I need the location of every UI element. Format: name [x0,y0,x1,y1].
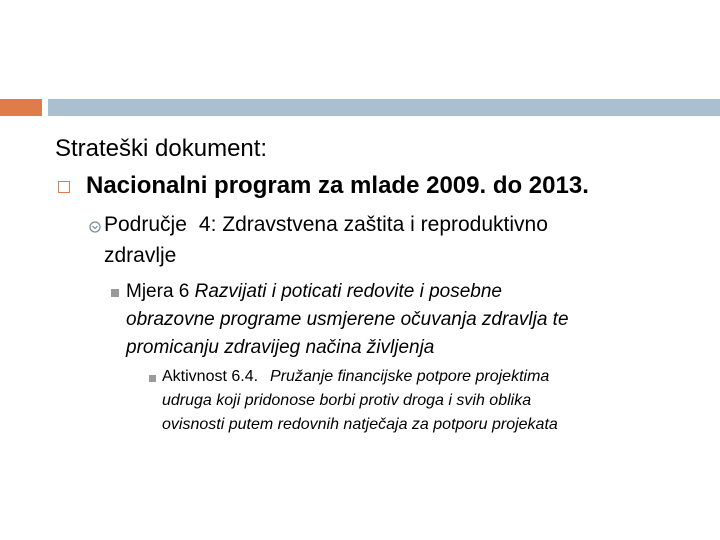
level3-line-1 [126,281,502,303]
level4-line-3: ovisnosti putem redovnih natječaja za potporu projekata [162,416,558,433]
level3-text-1: Razvijati i poticati redovite i posebne [194,281,502,302]
level2-label: Područje [104,213,187,236]
level2-line-2: zdravlje [104,244,177,267]
heading: Strateški dokument: [55,135,268,162]
header-bar [48,99,720,116]
circle-chevron-icon [89,220,101,232]
level4-prefix: Aktivnost 6.4. [162,368,259,385]
level2-line-1 [104,213,548,237]
level4-line-1 [162,368,549,386]
level2-rest: 4: Zdravstvena zaštita i reproduktivno [198,213,548,236]
square-filled-icon [111,289,119,297]
square-outline-icon [58,181,70,193]
level3-line-2: obrazovne programe usmjerene očuvanja zdravlja te [126,309,569,330]
header-accent-bar [0,99,42,116]
level3-line-3: promicanju zdravijeg načina življenja [126,337,435,358]
level4-line-2: udruga koji pridonose borbi protiv droga i svih oblika [162,392,532,409]
level1-bullet-text: Nacionalni program za mlade 2009. do 2013. [86,172,589,199]
level4-text-1: Pružanje financijske potpore projektima [270,368,550,385]
level3-prefix: Mjera 6 [126,281,195,302]
square-filled-icon [149,375,156,382]
